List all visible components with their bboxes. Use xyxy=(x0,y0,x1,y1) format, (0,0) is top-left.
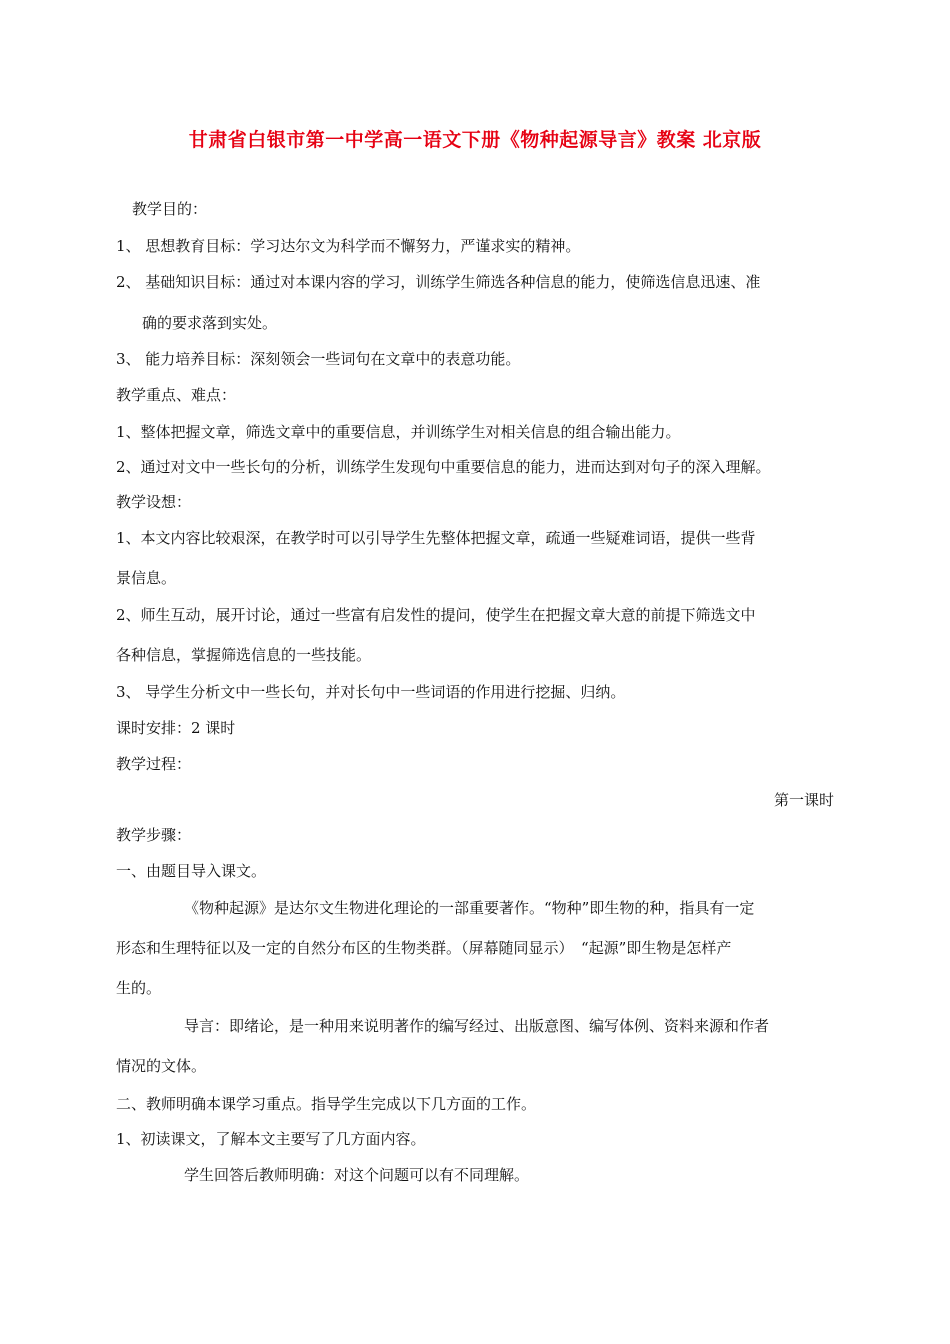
objective-item: 2、 基础知识目标：通过对本课内容的学习，训练学生筛选各种信息的能力，使筛选信息迅速、准 xyxy=(116,273,761,291)
design-item: 2、师生互动，展开讨论，通过一些富有启发性的提问，使学生在把握文章大意的前提下筛选文中 xyxy=(116,606,756,624)
schedule-line: 课时安排：2 课时 xyxy=(116,719,236,737)
objective-item-continued: 确的要求落到实处。 xyxy=(142,314,278,332)
step-heading: 一、由题目导入课文。 xyxy=(116,862,267,880)
step-heading: 二、教师明确本课学习重点。指导学生完成以下几方面的工作。 xyxy=(116,1095,537,1113)
paragraph-line: 《物种起源》是达尔文生物进化理论的一部重要著作。“物种”即生物的种，指具有一定 xyxy=(184,899,755,917)
objective-item: 1、 思想教育目标：学习达尔文为科学而不懈努力，严谨求实的精神。 xyxy=(116,237,581,255)
design-item: 1、本文内容比较艰深，在教学时可以引导学生先整体把握文章，疏通一些疑难词语，提供一些背 xyxy=(116,529,756,547)
section-heading: 教学目的： xyxy=(132,200,208,218)
paragraph-line: 情况的文体。 xyxy=(116,1057,207,1075)
paragraph-line: 导言：即绪论，是一种用来说明著作的编写经过、出版意图、编写体例、资料来源和作者 xyxy=(184,1017,770,1035)
paragraph-line: 学生回答后教师明确：对这个问题可以有不同理解。 xyxy=(184,1166,530,1184)
design-item-continued: 各种信息，掌握筛选信息的一些技能。 xyxy=(116,646,372,664)
key-point-item: 1、整体把握文章，筛选文章中的重要信息，并训练学生对相关信息的组合输出能力。 xyxy=(116,423,681,441)
section-heading: 教学步骤： xyxy=(116,826,192,844)
section-heading: 教学过程： xyxy=(116,755,192,773)
key-point-item: 2、通过对文中一些长句的分析，训练学生发现句中重要信息的能力，进而达到对句子的深入理解。 xyxy=(116,458,771,476)
section-heading: 教学重点、难点： xyxy=(116,386,237,404)
lesson-heading: 第一课时 xyxy=(773,791,834,809)
design-item-continued: 景信息。 xyxy=(116,569,177,587)
design-item: 3、 导学生分析文中一些长句，并对长句中一些词语的作用进行挖掘、归纳。 xyxy=(116,683,626,701)
paragraph-line: 形态和生理特征以及一定的自然分布区的生物类群。（屏幕随同显示） “起源”即生物是怎样产 xyxy=(116,939,732,957)
section-heading: 教学设想： xyxy=(116,493,192,511)
task-item: 1、初读课文，了解本文主要写了几方面内容。 xyxy=(116,1130,426,1148)
paragraph-line: 生的。 xyxy=(116,979,162,997)
document-title: 甘肃省白银市第一中学高一语文下册《物种起源导言》教案 北京版 xyxy=(188,129,762,151)
objective-item: 3、 能力培养目标：深刻领会一些词句在文章中的表意功能。 xyxy=(116,350,521,368)
